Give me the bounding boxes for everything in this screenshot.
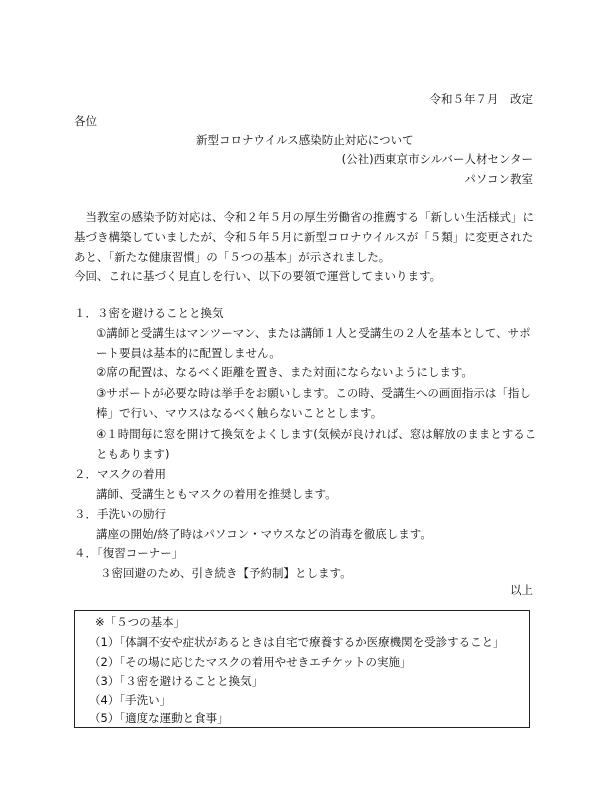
section-4-body: ３密回避のため、引き続き【予約制】とします。 bbox=[100, 566, 352, 580]
department-name: パソコン教室 bbox=[464, 172, 533, 186]
closing-mark: 以上 bbox=[510, 583, 533, 597]
section-1-item-4-line-2: ともあります) bbox=[96, 447, 170, 461]
box-title: ※「５つの基本」 bbox=[95, 615, 186, 629]
document-title: 新型コロナウイルス感染防止対応について bbox=[196, 133, 414, 147]
section-1-item-1-line-2: ート要員は基本的に配置しません。 bbox=[96, 346, 281, 360]
section-1-item-3-line-1: ③サポートが必要な時は挙手をお願いします。この時、受講生への画面指示は「指し bbox=[96, 386, 531, 400]
addressee: 各位 bbox=[74, 114, 97, 128]
box-item-4: （4）「手洗い」 bbox=[89, 693, 172, 707]
intro-line-1: 当教室の感染予防対応は、令和２年５月の厚生労働省の推薦する「新しい生活様式」に bbox=[74, 210, 534, 224]
section-2-heading: ２．マスクの着用 bbox=[74, 467, 166, 481]
section-1-item-4-line-1: ④１時間毎に窓を開けて換気をよくします(気候が良ければ、窓は解放のままとするこ bbox=[96, 427, 537, 441]
box-item-5: （5）「適度な運動と食事」 bbox=[89, 711, 229, 725]
section-3-heading: ３．手洗いの励行 bbox=[74, 507, 166, 521]
section-3-body: 講座の開始/終了時はパソコン・マウスなどの消毒を徹底します。 bbox=[96, 527, 432, 541]
section-1-item-3-line-2: 棒」で行い、マウスはなるべく触らないこととします。 bbox=[96, 406, 383, 420]
box-item-1: （1）「体調不安や症状があるときは自宅で療養するか医療機関を受診すること」 bbox=[89, 635, 505, 649]
section-1-item-1-line-1: ①講師と受講生はマンツーマン、または講師１人と受講生の２人を基本として、サポ bbox=[96, 326, 531, 340]
intro-line-3: あと、「新たな健康習慣」の「５つの基本」が示されました。 bbox=[74, 250, 391, 264]
section-1-heading: １．３密を避けることと換気 bbox=[74, 306, 224, 320]
five-basics-box bbox=[74, 610, 530, 728]
organization-name: (公社)西東京市シルバー人材センター bbox=[341, 152, 533, 166]
section-1-item-2: ②席の配置は、なるべく距離を置き、また対面にならないようにします。 bbox=[96, 365, 473, 379]
intro-line-4: 今回、これに基づく見直しを行い、以下の要領で運営してまいります。 bbox=[74, 269, 442, 283]
box-item-2: （2）「その場に応じたマスクの着用やせきエチケットの実施」 bbox=[89, 655, 412, 669]
section-2-body: 講師、受講生ともマスクの着用を推奨します。 bbox=[96, 487, 337, 501]
box-item-3: （3）「３密を避けることと換気」 bbox=[89, 674, 264, 688]
section-4-heading: ４．「復習コーナー」 bbox=[74, 546, 184, 560]
revision-date: 令和５年７月 改定 bbox=[429, 92, 533, 106]
intro-line-2: 基づき構築していましたが、令和５年５月に新型コロナウイルスが「５類」に変更された bbox=[74, 230, 534, 244]
